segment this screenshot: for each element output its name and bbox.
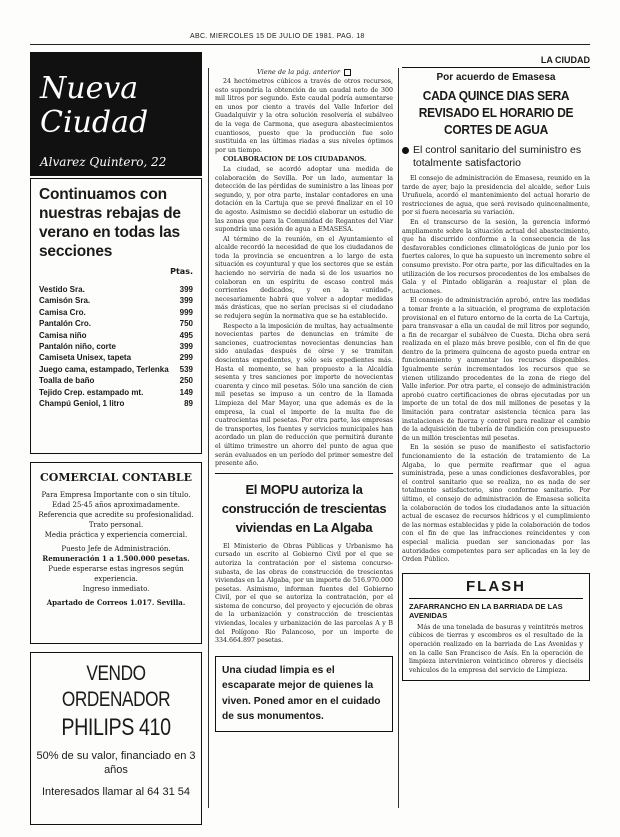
paragraph: La ciudad, se acordó adoptar una medida de colaboración de Sevilla. Por un lado, aumentar la detección de las pérdidas de suministro a las líneas por segundo, y, por otra parte, instalar contadores en una dotación en la Cartuja que se prevé finalizar en el 10 de agosto. Asimismo se decidió elaborar un estudio de las zonas que para la Comunidad de Regantes del Viar supondría una cesión de agua a EMASESA.	[215, 165, 393, 234]
currency-label: Ptas.	[170, 267, 193, 276]
price-item	[39, 387, 193, 398]
job-ad-line: Remuneración 1 a 1.500.000 pesetas.	[42, 554, 190, 563]
mopu-article	[215, 543, 393, 646]
price-item	[39, 375, 193, 386]
middle-column	[215, 68, 393, 732]
item-label: Pantalón Cro.	[39, 319, 92, 329]
item-label: Tejido Crep. estampado mt.	[39, 387, 144, 397]
paragraph: Más de una tonelada de basuras y veintitrés metros cúbicos de tierras y escombros es el resultado de la operación realizado en la barriada de Las Avenidas y en la calle San Francisco de Asís. En la operación de limpieza intervinieron veinticinco obreros y dieciséis vehículos de la empresa del servicio de Limpieza.	[409, 623, 583, 674]
nueva-ciudad-logo	[40, 72, 148, 140]
item-price: 149	[179, 387, 193, 397]
main-headline: CADA QUINCE DIAS SERA REVISADO EL HORARIO DE CORTES DE AGUA	[418, 88, 574, 137]
item-label: Camiseta Unisex, tapeta	[39, 353, 132, 363]
vendo-line2: PHILIPS 410	[61, 714, 171, 741]
clean-city-text: Una ciudad limpia es el escaparate mejor de quienes la viven. Poned amor en el cuidado de sus monumentos.	[222, 664, 381, 723]
item-label: Juego cama, estampado, Terlenka	[39, 364, 169, 374]
item-label: Camisa Cro.	[39, 307, 86, 317]
bullet-icon	[402, 147, 409, 154]
paragraph: El consejo de administración de Emasesa, reunido en la tarde de ayer, bajo la presidencia del alcalde, señor Luis Uruñuela, acordó el mantenimiento del actual horario de restricciones de agua, que será revisado quincenalmente, por si fuera necesaria su variación.	[402, 175, 590, 217]
price-item	[39, 284, 193, 295]
flash-body	[409, 624, 583, 676]
paragraph: 24 hectómetros cúbicos a través de otros recursos, esto supondría la obtención de un caudal neto de 300 mil litros por segundo. Este caudal podría aumentarse en unos por ciento a través del Valle Inferior del Guadalquivir y la otra solución resolvería el subálveo de la vega de Carmona, que asegura abastecimientos cuantiosos, puesto que la producción fue solo sustituida en las últimas riadas a sus niveles óptimos por un tiempo.	[215, 78, 393, 154]
left-column	[30, 52, 202, 825]
vendo-line3: 50% de su valor, financiado en 3 años	[36, 750, 196, 776]
logo-line1: Nueva	[40, 71, 139, 106]
deck	[402, 144, 590, 169]
flash-title: FLASH	[466, 577, 526, 595]
paragraph: Respecto a la imposición de multas, hay actualmente novecientas partes de denuncias en trámite de sanciones, cuatrocientas novecientas denuncias han sido anuladas después de oírse y se tramitan doscientas expedientes, y sólo seis expedientes más. Hasta el momento, se han propuesto a la Alcaldía sesenta y tres sanciones por importe de novecientas cuarenta y cinco mil pesetas. Sólo una sanción de cien mil pesetas se impuso a un centro de la llamada Limpieza del Mar Mayor, una que además es de la empresa, la cual el importe de la multa fue de cuatrocientas mil pesetas. Por otra parte, las empresas de transportes, los fuentes y servicios municipales han acordado un plan de reducción que permitirá durante el último trimestre un ahorro del punto de agua que serán evaluados en un período del primer semestre del presente año.	[215, 322, 393, 468]
price-item	[39, 352, 193, 363]
price-item	[39, 307, 193, 318]
paragraph: Al término de la reunión, en el Ayuntamiento el alcalde recordó la necesidad de que los ciudadanos de toda la provincia se encuentren a lo largo de esta situación es coyuntural y que los sectores que se están haciendo no serviría de nada si de los usuarios no colaboran en un espíritu de escaso control más corrientes dedicados, y en la «unidad», necesariamente habrá que volver a adoptar medidas más drásticas, que no serían precisas si el ciudadano se redujera según la normativa que se ha establecido.	[215, 235, 393, 321]
item-price: 399	[179, 285, 193, 294]
logo-line2: Ciudad	[40, 105, 149, 140]
header-rule	[30, 44, 590, 45]
price-item	[39, 341, 193, 352]
column-rule	[208, 68, 209, 808]
water-schedule-article	[402, 175, 590, 565]
continued-text: Viene de la pág. anterior	[257, 68, 340, 76]
sale-headline: Continuamos con nuestras rebajas de verano en todas las secciones	[39, 186, 181, 260]
article-rule	[215, 473, 393, 474]
job-ad-title: COMERCIAL CONTABLE	[40, 471, 192, 484]
flash-box	[402, 573, 590, 682]
item-price: 299	[179, 353, 193, 363]
continued-note	[215, 68, 393, 78]
clean-city-notice	[215, 656, 393, 732]
job-ad-line: Puesto Jefe de Administración.	[61, 545, 171, 553]
mopu-headline: El MOPU autoriza la construcción de trescientas viviendas en La Algaba	[221, 481, 387, 535]
item-label: Vestido Sra.	[39, 285, 85, 294]
job-ad-line: Media práctica y experiencia comercial.	[44, 531, 188, 539]
price-item	[39, 364, 193, 375]
job-ad-line: Apartado de Correos 1.017. Sevilla.	[46, 598, 186, 607]
continuation-box-icon	[344, 69, 351, 76]
water-article-continued	[215, 78, 393, 469]
paragraph: En el transcurso de la sesión, la gerencia informó ampliamente sobre la situación actual del abastecimiento, que ha discurrido conforme a la consecuencia de las desfavorables condiciones climatológicas de junio por los fuertes calores, lo que ha supuesto un incremento sobre el consumo previsto. Por otra parte, por las dificultades en la utilización de los recursos procedentes de los embalses de Gala y el Pintado obligarán a reajustar el plan de actuaciones.	[402, 218, 590, 295]
paragraph: El Ministerio de Obras Públicas y Urbanismo ha cursado un escrito al Gobierno Civil por el que se autoriza la contratación por el sistema concurso-subasta, de las obras de construcción de trescientas viviendas en La Algaba, por un importe de 516.970.000 pesetas. Asimismo, informan fuentes del Gobierno Civil, por el que se autoriza la contratación, por el sistema de concurso, del proyecto y ejecución de obras de la urbanización y construcción de trescientas viviendas, locales y urbanización de las parcelas A y B del Polígono Rio Palancoso, por un importe de 334.664.897 pesetas.	[215, 542, 393, 645]
item-price: 495	[179, 330, 193, 340]
right-column	[402, 55, 590, 681]
item-price: 89	[184, 399, 193, 409]
flash-rule	[409, 598, 583, 599]
price-item	[39, 330, 193, 341]
price-item	[39, 295, 193, 306]
item-price: 399	[179, 296, 193, 306]
item-label: Camisa niño	[39, 330, 87, 340]
job-ad	[30, 462, 202, 644]
item-label: Camisón Sra.	[39, 296, 91, 306]
section-label: LA CIUDAD	[402, 55, 590, 68]
job-ad-line: Puede esperarse estas ingresos según experiencia.	[48, 565, 184, 583]
item-label: Champú Geniol, 1 litro	[39, 399, 125, 409]
job-ad-line: Ingreso inmediato.	[82, 585, 150, 593]
computer-sale-ad	[30, 652, 202, 825]
job-ad-line: Para Empresa Importante con o sin título. Edad 25-45 años aproximadamente. Referencia que acredite su profesionalidad. Trato personal.	[38, 491, 194, 529]
vendo-line4: Interesados llamar al 64 31 54	[42, 786, 190, 798]
paragraph-subhead: COLABORACION DE LOS CIUDADANOS.	[223, 156, 367, 164]
sale-ad	[30, 178, 202, 454]
nueva-ciudad-ad	[30, 52, 202, 176]
paragraph: El consejo de administración aprobó, entre las medidas a tomar frente a la situación, el programa de explotación provisional en el futuro entorno de la corta de La Cartuja, para transvasar a ella un caudal de mil litros por segundo, a fin de recargar el subálveo de Cuesta. Dicha obra será realizada en el plazo más breve posible, con el fin de que dentro de la primera quincena de agosto pueda entrar en funcionamiento y aumentar los recursos disponibles. Igualmente serán incrementados los recursos que se vienen utilizando procedentes de la zona de riego del Valle inferior. Por otra parte, el consejo de administración aprobó cuatro certificaciones de obras ejecutadas por un importe de un total de dos mil millones de pesetas y la limitación para contratar asistencia técnica para las instalaciones de fuerza y control para realizar el cambio de la adquisición de tubería de fundición con presupuesto de un millón trescientas mil pesetas.	[402, 297, 590, 442]
item-price: 539	[179, 364, 193, 374]
flash-subhead: ZAFARRANCHO EN LA BARRIADA DE LAS AVENIDAS	[409, 601, 563, 621]
item-price: 750	[179, 319, 193, 329]
vendo-line1: VENDO ORDENADOR	[61, 662, 171, 711]
item-price: 999	[179, 307, 193, 317]
price-list	[39, 284, 193, 409]
item-price: 399	[179, 342, 193, 352]
price-item	[39, 398, 193, 409]
page-header: ABC. MIERCOLES 15 DE JULIO DE 1981. PAG. 18	[190, 33, 365, 40]
deck-text: El control sanitario del suministro es totalmente satisfactorio	[413, 144, 582, 169]
column-rule	[398, 68, 399, 808]
paragraph: En la sesión se puso de manifiesto el satisfactorio funcionamiento de la estación de tratamiento de La Algaba, lo que permite reafirmar que el agua suministrada, pese a unas condiciones desfavorables, por el control sanitario que se realiza, no es nada de ser totalmente satisfactorio, sino conforme sanitario. Por último, el consejo de administración de Emasesa solicita la colaboración de todos los ciudadanos ante la situación actual de escasez de recursos hídricos y el cumplimiento de las normas establecidas y pide la colaboración de todos con el fin de que las infracciones reincidentes y con especial malicia puedan ser sancionadas por las autoridades competentes para ser aplicadas en la ley de Orden Público.	[402, 444, 590, 564]
store-address: Alvarez Quintero, 22	[40, 155, 167, 169]
item-label: Pantalón niño, corte	[39, 342, 116, 352]
kicker: Por acuerdo de Emasesa	[436, 72, 556, 83]
item-price: 250	[179, 376, 193, 386]
price-item	[39, 318, 193, 329]
job-ad-body	[37, 490, 195, 608]
item-label: Toalla de baño	[39, 376, 95, 386]
